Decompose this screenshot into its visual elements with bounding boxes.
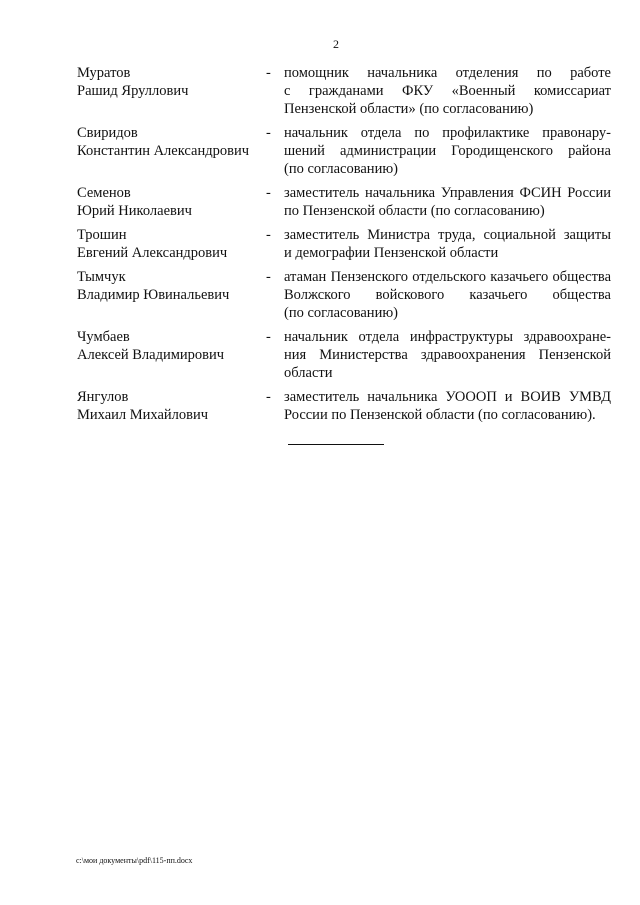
role-line: помощник начальника отделения по работе <box>284 65 611 81</box>
given-names: Михаил Михайлович <box>77 407 209 423</box>
role-line: начальник отдела по профилактике правонару- <box>284 125 611 141</box>
surname: Муратов <box>77 65 131 81</box>
dash-separator: - <box>266 329 271 345</box>
footer-file-path: c:\мои документы\pdf\115-пп.docx <box>76 856 193 865</box>
dash-separator: - <box>266 125 271 141</box>
role-line: заместитель Министра труда, социальной защиты <box>284 227 611 243</box>
person-name <box>77 388 266 424</box>
position-description <box>284 184 611 220</box>
surname: Свиридов <box>77 125 138 141</box>
list-item <box>77 226 611 262</box>
position-description <box>284 328 611 382</box>
surname: Трошин <box>77 227 127 243</box>
list-item <box>77 328 611 382</box>
role-line: области <box>284 365 333 381</box>
role-line: с гражданами ФКУ «Военный комиссариат <box>284 83 611 99</box>
person-name <box>77 268 266 322</box>
role-line: (по согласованию) <box>284 161 398 177</box>
surname: Семенов <box>77 185 131 201</box>
person-name <box>77 328 266 382</box>
role-line: заместитель начальника Управления ФСИН России <box>284 185 611 201</box>
position-description <box>284 268 611 322</box>
role-line: начальник отдела инфраструктуры здравоохране- <box>284 329 611 345</box>
list-item <box>77 124 611 178</box>
role-line: по Пензенской области (по согласованию) <box>284 203 545 219</box>
position-description <box>284 64 611 118</box>
role-line: России по Пензенской области (по согласованию). <box>284 407 596 423</box>
given-names: Юрий Николаевич <box>77 203 192 219</box>
list-item <box>77 268 611 322</box>
role-line: и демографии Пензенской области <box>284 245 499 261</box>
list-item <box>77 64 611 118</box>
dash-separator: - <box>266 185 271 201</box>
given-names: Евгений Александрович <box>77 245 228 261</box>
given-names: Алексей Владимирович <box>77 347 225 363</box>
role-line: шений администрации Городищенского района <box>284 143 611 159</box>
role-line: Пензенской области» (по согласованию) <box>284 101 534 117</box>
role-line: заместитель начальника УОООП и ВОИВ УМВД <box>284 389 611 405</box>
surname: Чумбаев <box>77 329 130 345</box>
dash-separator: - <box>266 269 271 285</box>
given-names: Рашид Яруллович <box>77 83 189 99</box>
page-number: 2 <box>333 37 339 51</box>
given-names: Константин Александрович <box>77 143 249 159</box>
person-name <box>77 124 266 178</box>
person-name <box>77 64 266 118</box>
position-description <box>284 388 611 424</box>
position-description <box>284 226 611 262</box>
role-line: Волжского войскового казачьего общества <box>284 287 611 303</box>
dash-separator: - <box>266 227 271 243</box>
given-names: Владимир Ювинальевич <box>77 287 230 303</box>
person-name <box>77 184 266 220</box>
member-list <box>77 64 611 430</box>
list-item <box>77 184 611 220</box>
list-item <box>77 388 611 424</box>
role-line: (по согласованию) <box>284 305 398 321</box>
person-name <box>77 226 266 262</box>
dash-separator: - <box>266 389 271 405</box>
position-description <box>284 124 611 178</box>
end-of-list-rule <box>288 444 384 445</box>
surname: Тымчук <box>77 269 126 285</box>
role-line: атаман Пензенского отдельского казачьего общества <box>284 269 611 285</box>
surname: Янгулов <box>77 389 129 405</box>
role-line: ния Министерства здравоохранения Пензенской <box>284 347 611 363</box>
dash-separator: - <box>266 65 271 81</box>
